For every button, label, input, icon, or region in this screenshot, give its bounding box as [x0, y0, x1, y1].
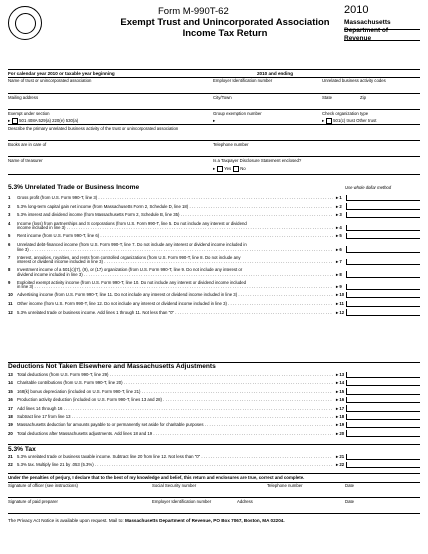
line-number: 16 — [8, 397, 13, 403]
amount-input-line-19[interactable] — [346, 422, 420, 429]
form-line-8 — [8, 267, 420, 276]
tax-year: 2010 — [344, 4, 369, 16]
form-line-7 — [8, 255, 420, 264]
arrow-line-number: ▸ 21 — [336, 454, 345, 459]
line-number: 3 — [8, 212, 11, 218]
form-line-6 — [8, 242, 420, 251]
line-number: 14 — [8, 380, 13, 386]
arrow-line-number: ▸ 8 — [336, 271, 342, 277]
arrow-line-number: ▸ 10 — [336, 292, 345, 298]
agency-line1: Massachusetts — [344, 19, 391, 26]
line-description: Gross profit (from U.S. Form 990-T, line 3) . . . — [17, 195, 333, 200]
preparer-date-field[interactable]: Date — [345, 499, 355, 504]
trust-name-field[interactable]: Name of trust or unincorporated association — [8, 78, 92, 83]
org-options-text: 501(c) trust Other trust — [333, 118, 377, 124]
arrow-line-number: ▸ 11 — [336, 301, 344, 306]
amount-input-line-3[interactable] — [346, 212, 420, 219]
line-number: 6 — [8, 242, 11, 247]
divider — [8, 513, 420, 514]
line-number: 19 — [8, 422, 13, 428]
preparer-address-field[interactable]: Address — [237, 499, 253, 504]
amount-input-line-17[interactable] — [346, 405, 420, 412]
arrow-line-number: ▸ 2 — [336, 203, 342, 209]
books-care-field[interactable]: Books are in care of — [8, 142, 47, 147]
line-description: Total deductions after Massachusetts adjustments. Add lines 18 and 19 . . . — [17, 431, 333, 436]
line-number: 20 — [8, 430, 13, 436]
disclosure-options[interactable]: ▸ Yes No — [213, 166, 246, 172]
arrow-line-number: ▸ 22 — [336, 462, 345, 467]
signer-phone-field[interactable]: Telephone number — [267, 483, 303, 488]
describe-activity-field[interactable]: Describe the primary unrelated business activity of the trust or unincorporated association — [8, 126, 179, 131]
line-description: Advertising income (from U.S. Form 990-T, line 11. Do not include any interest or dividend income included in line 3) . . . — [17, 292, 333, 297]
exempt-section-options[interactable]: ▸ 501 408A 529(a) 220(e) 530(a) — [8, 118, 79, 124]
privacy-text: The Privacy Act Notice is available upon request. Mail to: — [8, 518, 124, 523]
arrow-line-number: ▸ 18 — [336, 414, 345, 419]
amount-input-line-18[interactable] — [346, 414, 420, 421]
signer-date-field[interactable]: Date — [345, 483, 355, 488]
divider — [8, 124, 420, 125]
arrow-line-number: ▸ 9 — [336, 284, 342, 290]
line-number: 17 — [8, 405, 13, 411]
amount-input-line-12[interactable] — [346, 309, 420, 316]
line-number: 7 — [8, 254, 11, 260]
mailing-address-text: Massachusetts Department of Revenue, PO Box 7067, Boston, MA 02204. — [124, 518, 285, 523]
line-description: 5.3% unrelated trade or business income. Add lines 1 through 11. Not less than "0" . . . — [17, 310, 333, 315]
line-description: 168(k) bonus depreciation (included on U.S. Form 990-T, line 21) . . . — [17, 389, 333, 394]
line-description-cont: in line 3) . . . — [17, 284, 333, 289]
amount-input-line-6[interactable] — [346, 246, 420, 253]
line-number: 13 — [8, 372, 13, 377]
line-description: Interest, annuities, royalties, and rents from controlled organizations (from U.S. Form 990-T, line 8. Do not include any — [17, 254, 241, 260]
line-number: 18 — [8, 414, 13, 419]
amount-input-line-10[interactable] — [346, 292, 420, 299]
line-description: Other income (from U.S. Form 990-T, line 12. Do not include any interest or dividend income included in line 3) . . . — [17, 301, 333, 306]
form-number: Form M-990T-62 — [158, 6, 229, 17]
amount-input-line-14[interactable] — [346, 380, 420, 387]
line-description: 5.3% unrelated trade or business taxable income. Subtract line 20 from line 12. Not less than "0" . . . — [17, 454, 333, 459]
form-line-22 — [8, 462, 420, 471]
line-description: Production activity deduction (included on U.S. Form 990-T, lines 13 and 28) . . . — [17, 397, 333, 402]
no-checkbox[interactable] — [233, 166, 239, 172]
no-label: No — [240, 166, 246, 172]
amount-input-line-7[interactable] — [346, 259, 420, 266]
section-rule — [8, 174, 420, 175]
line-description: Rent income (from U.S. Form 990-T, line 6) . . . — [17, 233, 333, 238]
line-number: 8 — [8, 267, 11, 273]
amount-input-line-11[interactable] — [346, 301, 420, 308]
org-type-label: Check organization type — [322, 111, 369, 116]
line-description: Income (loss) from partnerships and S corporations (from U.S. Form 990-T, line 5. Do not include any interest or dividend — [17, 220, 247, 226]
form-line-4 — [8, 221, 420, 230]
amount-input-line-21[interactable] — [346, 454, 420, 461]
line-description: Charitable contributions (from U.S. Form 990-T, line 20) . . . — [17, 380, 333, 385]
arrow-line-number: ▸ 4 — [336, 225, 342, 231]
arrow-line-number: ▸ 1 — [336, 195, 342, 200]
line-number: 12 — [8, 309, 13, 315]
divider — [8, 93, 420, 94]
arrow-line-number: ▸ 7 — [336, 259, 342, 265]
arrow-line-number: ▸ 6 — [336, 246, 342, 252]
amount-input-line-15[interactable] — [346, 388, 420, 395]
line-description-cont: income included in line 3) . . . — [17, 225, 333, 230]
agency-line3: Revenue — [344, 35, 372, 42]
section1-title: 5.3% Unrelated Trade or Business Income — [8, 184, 140, 191]
yes-checkbox[interactable] — [217, 166, 223, 172]
line-description: Unrelated debt-financed income (from U.S. Form 990-T, line 7. Do not include any interest or dividend income included in — [17, 242, 247, 247]
amount-input-line-1[interactable] — [346, 195, 420, 202]
amount-input-line-2[interactable] — [346, 203, 420, 210]
line-description: 5.3% tax. Multiply line 21 by .053 (5.3%) . . . — [17, 462, 333, 467]
business-codes-field[interactable]: Unrelated business activity codes — [322, 78, 386, 83]
line-number: 10 — [8, 292, 13, 298]
arrow-line-number: ▸ 3 — [336, 212, 342, 218]
form-title-line2: Income Tax Return — [182, 28, 268, 39]
divider — [8, 156, 420, 157]
line-description: 5.3% long-term capital gain net income (from Massachusetts Form 2, Schedule D, line 18) . . . — [17, 204, 333, 209]
amount-input-line-8[interactable] — [346, 271, 420, 278]
divider — [344, 40, 420, 41]
arrow-line-number: ▸ 5 — [336, 233, 342, 239]
group-exemption-field[interactable]: Group exemption number — [213, 111, 262, 116]
header-rule — [8, 69, 420, 70]
period-start-label: For calendar year 2010 or taxable year beginning — [8, 71, 115, 76]
exempt-options-text: 501 408A 529(a) 220(e) 530(a) — [19, 118, 79, 124]
line-description: Exploited exempt activity income (from U.S. Form 990-T, line 10. Do not include any interest or dividend income included — [17, 279, 247, 285]
treasurer-field[interactable]: Name of treasurer — [8, 158, 43, 163]
amount-input-line-20[interactable] — [346, 430, 420, 437]
line-description: Subtract line 17 from line 13 . . . — [17, 414, 333, 419]
divider — [8, 497, 420, 498]
line-number: 21 — [8, 454, 13, 459]
form-title-line1: Exempt Trust and Unincorporated Association — [120, 17, 330, 28]
form-line-12 — [8, 310, 420, 319]
amount-input-line-9[interactable] — [346, 284, 420, 291]
fein-field[interactable]: Employer Identification number — [213, 78, 273, 83]
state-field[interactable]: State — [322, 95, 333, 100]
divider — [8, 140, 420, 141]
agency-line2: Department of — [344, 27, 389, 34]
massachusetts-seal-logo — [8, 6, 42, 40]
line-number: 11 — [8, 301, 13, 306]
whole-dollar-note: Use whole dollar method — [345, 185, 392, 190]
amount-input-line-4[interactable] — [346, 225, 420, 232]
section2-title: Deductions Not Taken Elsewhere and Massachusetts Adjustments — [8, 363, 216, 370]
telephone-field[interactable]: Telephone number — [213, 142, 249, 147]
line-number: 4 — [8, 220, 11, 226]
arrow-line-number: ▸ 17 — [336, 405, 345, 411]
line-description: 5.3% interest and dividend income (from Massachusetts Form 2, Schedule B, line 35) . . . — [17, 212, 333, 217]
line-description-cont: dividend income included in line 3) . . . — [17, 272, 333, 277]
disclosure-question: Is a Taxpayer Disclosure Statement enclosed? — [213, 158, 302, 163]
arrow-line-number: ▸ 20 — [336, 430, 345, 436]
zip-field[interactable]: Zip — [360, 95, 366, 100]
amount-input-line-13[interactable] — [346, 372, 420, 379]
arrow-line-number: ▸ 16 — [336, 397, 345, 403]
preparer-ein-field[interactable]: Employer Identification number — [152, 499, 212, 504]
form-title — [110, 17, 340, 39]
officer-signature-field[interactable]: Signature of officer (see instructions) — [8, 483, 78, 488]
line-number: 2 — [8, 203, 11, 209]
section3-title: 5.3% Tax — [8, 446, 36, 453]
divider — [8, 109, 420, 110]
perjury-statement: Under the penalties of perjury, I declare that to the best of my knowledge and belief, this return and enclosures are true, correct and complete. — [8, 475, 305, 480]
city-field[interactable]: City/Town — [213, 95, 232, 100]
line-number: 1 — [8, 195, 11, 200]
line-number: 15 — [8, 388, 13, 394]
line-description: Add lines 14 through 16 . . . — [17, 406, 333, 411]
arrow-line-number: ▸ 15 — [336, 388, 345, 394]
amount-input-line-16[interactable] — [346, 397, 420, 404]
section-rule — [8, 444, 420, 445]
privacy-footer — [8, 518, 285, 523]
amount-input-line-5[interactable] — [346, 233, 420, 240]
mailing-address-field[interactable]: Mailing address — [8, 95, 39, 100]
line-number: 5 — [8, 233, 11, 239]
arrow-line-number: ▸ 19 — [336, 422, 345, 428]
divider — [344, 29, 420, 30]
arrow-icon: ▸ — [213, 118, 216, 123]
line-description: Total deductions (from U.S. Form 990-T, line 29) . . . — [17, 372, 333, 377]
arrow-line-number: ▸ 13 — [336, 372, 345, 377]
form-line-20 — [8, 431, 420, 440]
line-number: 22 — [8, 462, 13, 467]
line-description: Massachusetts deduction for amounts payable to or permanently set aside for charitable purposes . . . — [17, 422, 333, 427]
yes-label: Yes — [224, 166, 232, 172]
line-number: 9 — [8, 279, 11, 285]
form-line-9 — [8, 280, 420, 289]
arrow-line-number: ▸ 14 — [336, 380, 345, 386]
preparer-signature-field[interactable]: Signature of paid preparer — [8, 499, 58, 504]
amount-input-line-22[interactable] — [346, 462, 420, 469]
exempt-section-label: Exempt under section — [8, 111, 50, 116]
ssn-field[interactable]: Social Security number — [152, 483, 197, 488]
period-end-label: 2010 and ending — [257, 71, 293, 76]
line-description: Investment income of a 501(c)(7), (9), or (17) organization (from U.S. Form 990-T, line 9. Do not include any interest or — [17, 267, 243, 273]
section-rule — [8, 473, 420, 474]
arrow-line-number: ▸ 12 — [336, 309, 345, 315]
line-description-cont: interest or dividend income included in line 3) . . . — [17, 259, 333, 264]
org-type-options[interactable]: ▸ 501(c) trust Other trust — [322, 118, 377, 124]
line-description-cont: line 3) . . . — [17, 247, 333, 252]
